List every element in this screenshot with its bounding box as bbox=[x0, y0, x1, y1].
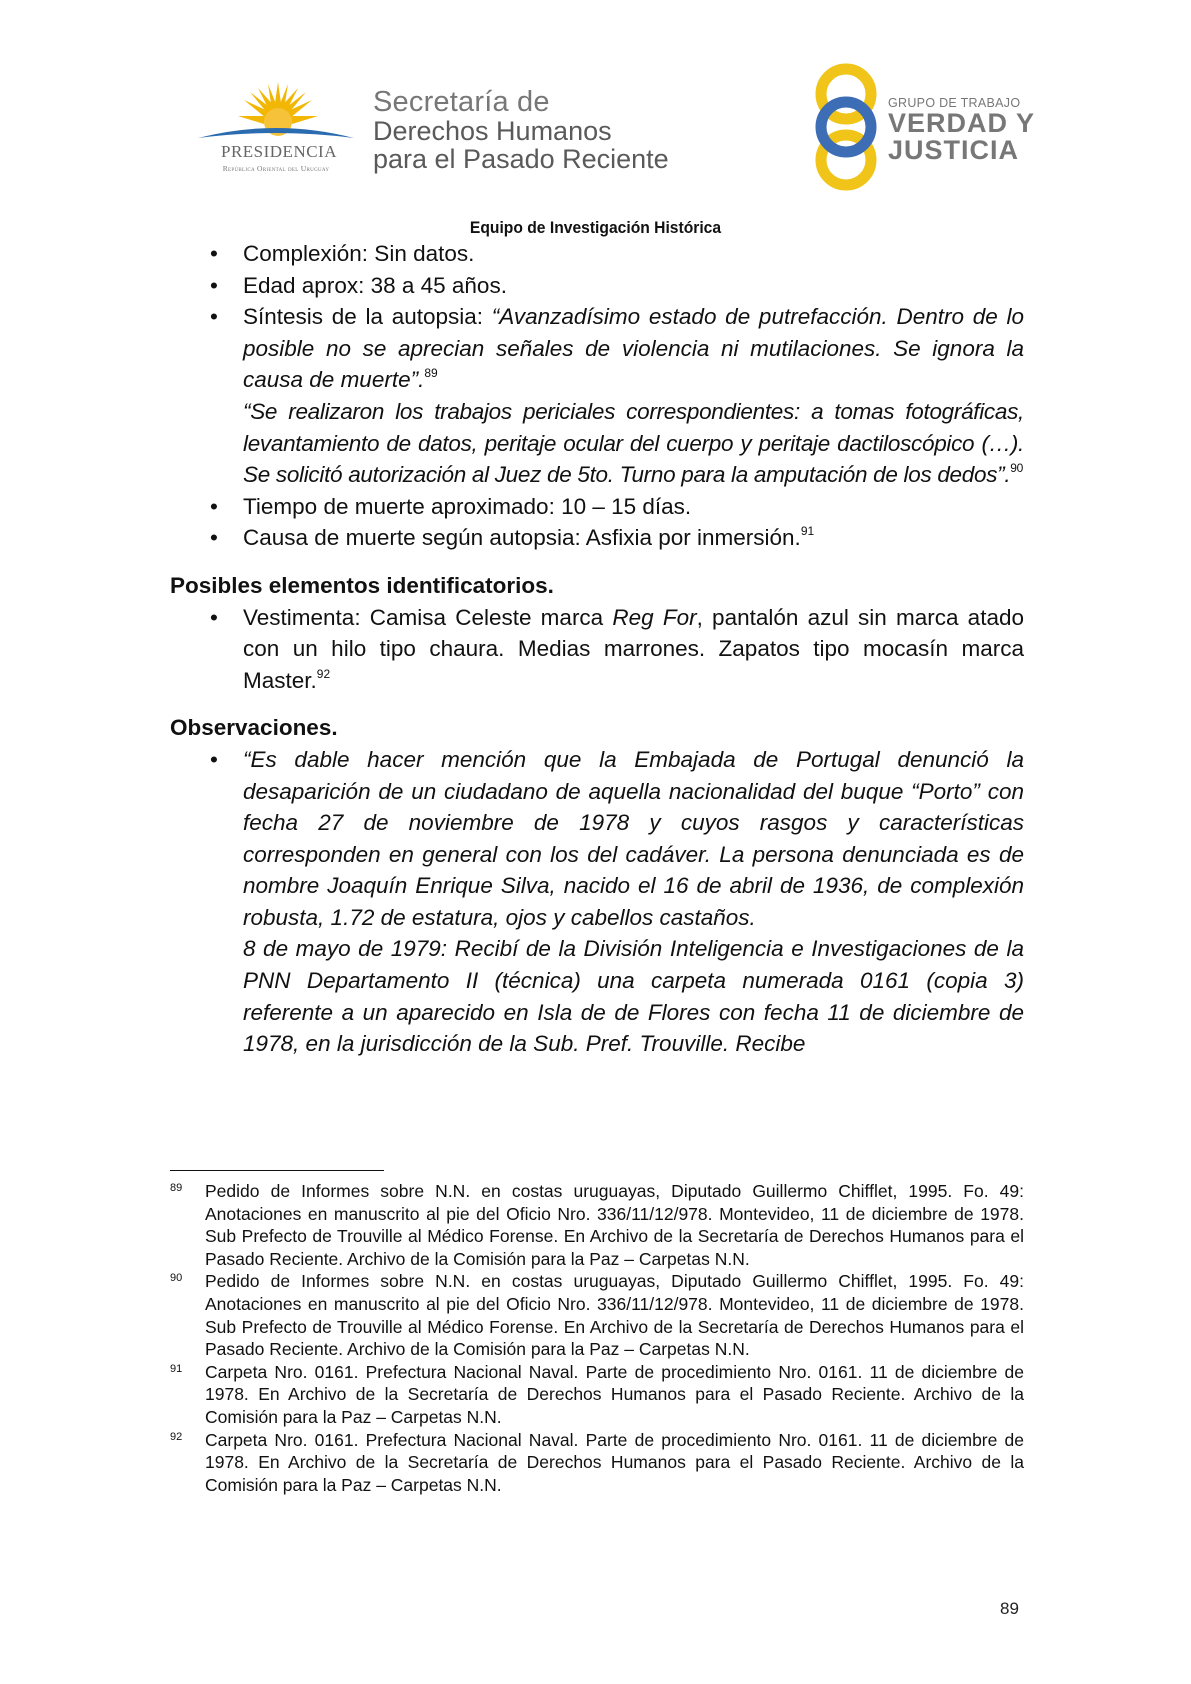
autopsia-label: Síntesis de la autopsia: bbox=[243, 304, 492, 330]
secretaria-logo bbox=[373, 88, 669, 173]
bullet-icon: • bbox=[210, 746, 218, 772]
bullet-icon: • bbox=[210, 604, 218, 630]
bullet-icon: • bbox=[210, 525, 218, 551]
verdad-justicia-logo bbox=[808, 62, 1038, 192]
footnote: 89 Pedido de Informes sobre N.N. en costas uruguayas, Diputado Guillermo Chifflet, 1995. Fo. 49: Anotaciones en manuscrito al pie del Oficio Nro. 336/11/12/978. Montevideo, 11 de diciembre de 1978. Sub Prefecto de Trouville al Médico Forense. En Archivo de la Secretaría de Derechos Humanos para el Pasado Reciente. Archivo de la Comisión para la Paz – Carpetas N.N. bbox=[170, 1180, 1024, 1270]
autopsia-quote: “Avanzadísimo estado de putrefacción. Dentro de lo posible no se aprecian señales de violencia ni mutilaciones. Se ignora la causa de muerte”. bbox=[243, 304, 1024, 393]
bullet-icon: • bbox=[210, 272, 218, 298]
grupo-line2: VERDAD Y bbox=[888, 107, 1036, 138]
grupo-line1: GRUPO DE TRABAJO bbox=[888, 96, 1021, 110]
list-item-tiempo: • Tiempo de muerte aproximado: 10 – 15 días. bbox=[170, 491, 1024, 523]
observacion-continuation: 8 de mayo de 1979: Recibí de la División Inteligencia e Investigaciones de la PNN Departamento II (técnica) una carpeta numerada 0161 (copia 3) referente a un aparecido en Isla de de Flores con fecha 11 de diciembre de 1978, en la jurisdicción de la Sub. Pref. Trouville. Recibe bbox=[243, 936, 1024, 1057]
list-item: • Complexión: Sin datos. bbox=[170, 238, 1024, 270]
footnote-number: 90 bbox=[170, 1272, 183, 1285]
linked-rings-icon bbox=[808, 62, 888, 192]
footnote-ref[interactable]: 89 bbox=[424, 366, 438, 381]
footnote-number: 91 bbox=[170, 1362, 183, 1375]
presidencia-name: PRESIDENCIA bbox=[220, 142, 337, 161]
footnote-number: 92 bbox=[170, 1430, 183, 1443]
list-item-vestimenta: • Vestimenta: Camisa Celeste marca Reg For, pantalón azul sin marca atado con un hilo tipo chaura. Medias marrones. Zapatos tipo mocasín marca Master.$^{92}$ bbox=[170, 602, 1024, 697]
secretaria-line3: para el Pasado Reciente bbox=[373, 144, 669, 174]
footnote-number: 89 bbox=[170, 1182, 183, 1194]
grupo-line3: JUSTICIA bbox=[888, 134, 1020, 165]
secretaria-line1: Secretaría de bbox=[373, 86, 550, 118]
sun-icon bbox=[196, 80, 356, 142]
footnote-separator bbox=[170, 1170, 384, 1171]
team-title: Equipo de Investigación Histórica bbox=[469, 218, 722, 237]
presidencia-subtitle: República Oriental del Uruguay bbox=[222, 164, 330, 173]
bullet-icon: • bbox=[210, 241, 218, 266]
footnotes bbox=[170, 1180, 1024, 1496]
footnote-ref[interactable]: 90 bbox=[1010, 461, 1024, 476]
list-item-causa: • Causa de muerte según autopsia: Asfixia por inmersión.$^{91}$ bbox=[170, 522, 1024, 554]
section-heading: Posibles elementos identificatorios. bbox=[170, 572, 554, 598]
footnote: 92 Carpeta Nro. 0161. Prefectura Nacional Naval. Parte de procedimiento Nro. 0161. 11 de diciembre de 1978. En Archivo de la Secretaría de Derechos Humanos para el Pasado Reciente. Archivo de la Comisión para la Paz – Carpetas N.N. bbox=[170, 1429, 1024, 1497]
page-number: 89 bbox=[1000, 1599, 1019, 1618]
bullet-icon: • bbox=[210, 304, 218, 330]
section-heading: Observaciones. bbox=[170, 715, 338, 741]
list-item-autopsia bbox=[170, 301, 1024, 396]
bullet-icon: • bbox=[210, 493, 218, 519]
presidencia-logo bbox=[196, 80, 356, 180]
periciales-quote: “Se realizaron los trabajos periciales correspondientes: a tomas fotográficas, levantamiento de datos, peritaje ocular del cuerpo y peritaje dactiloscópico (…). Se solicitó autorización al Juez de 5to. Turno para la amputación de los dedos”.$^{90}$ bbox=[243, 398, 1024, 488]
secretaria-line2: Derechos Humanos bbox=[373, 116, 612, 146]
document-body bbox=[170, 238, 1024, 1060]
footnote: 90 Pedido de Informes sobre N.N. en costas uruguayas, Diputado Guillermo Chifflet, 1995. Fo. 49: Anotaciones en manuscrito al pie del Oficio Nro. 336/11/12/978. Montevideo, 11 de diciembre de 1978. Sub Prefecto de Trouville al Médico Forense. En Archivo de la Secretaría de Derechos Humanos para el Pasado Reciente. Archivo de la Comisión para la Paz – Carpetas N.N. bbox=[170, 1270, 1024, 1360]
footnote-ref[interactable]: 91 bbox=[800, 524, 815, 539]
list-item-observacion: • “Es dable hacer mención que la Embajada de Portugal denunció la desaparición de un ciudadano de aquella nacionalidad del buque “Porto” con fecha 27 de noviembre de 1978 y cuyos rasgos y características corresponden en general con los del cadáver. La persona denunciada es de nombre Joaquín Enrique Silva, nacido el 16 de abril de 1936, de complexión robusta, 1.72 de estatura, ojos y cabellos castaños. bbox=[170, 744, 1024, 934]
footnote-ref[interactable]: 92 bbox=[316, 666, 331, 681]
footnote: 91 Carpeta Nro. 0161. Prefectura Nacional Naval. Parte de procedimiento Nro. 0161. 11 de diciembre de 1978. En Archivo de la Secretaría de Derechos Humanos para el Pasado Reciente. Archivo de la Comisión para la Paz – Carpetas N.N. bbox=[170, 1361, 1024, 1429]
list-item: • Edad aprox: 38 a 45 años. bbox=[170, 270, 1024, 302]
